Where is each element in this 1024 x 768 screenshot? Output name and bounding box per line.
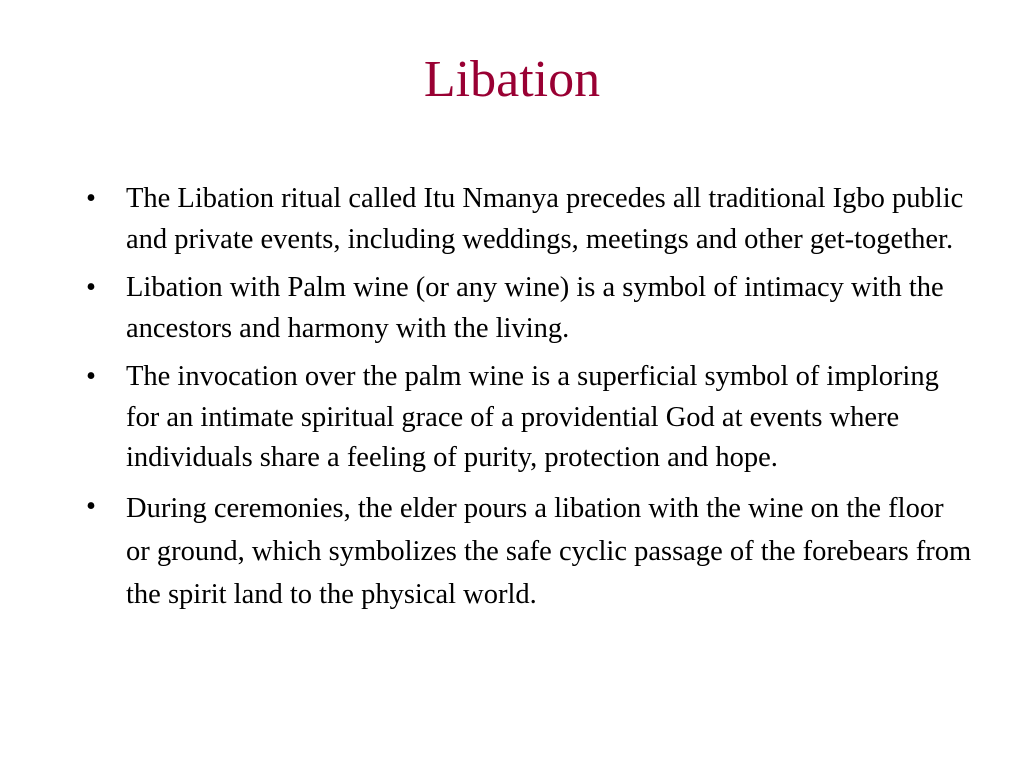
bullet-text: During ceremonies, the elder pours a libation with the wine on the floor or ground, which symbolizes the safe cyclic passage of the forebears from the spirit land to the physical world. <box>126 492 972 610</box>
bullet-item <box>84 268 974 349</box>
bullet-text: The invocation over the palm wine is a superficial symbol of imploring for an intimate spiritual grace of a providential God at events where individuals share a feeling of purity, protection and hope. <box>126 361 939 473</box>
bullet-text: Libation with Palm wine (or any wine) is a symbol of intimacy with the ancestors and harmony with the living. <box>126 272 944 344</box>
bullet-item <box>84 357 974 479</box>
bullet-item <box>84 179 974 260</box>
bullet-marker: • <box>86 272 96 303</box>
bullet-text: The Libation ritual called Itu Nmanya precedes all traditional Igbo public and private events, including weddings, meetings and other get-together. <box>126 183 964 255</box>
bullet-marker: • <box>86 361 96 392</box>
slide-title: Libation <box>423 51 601 108</box>
bullet-item <box>84 487 974 616</box>
bullet-marker: • <box>86 490 96 522</box>
bullet-marker: • <box>86 183 96 214</box>
bullet-list <box>84 179 974 624</box>
